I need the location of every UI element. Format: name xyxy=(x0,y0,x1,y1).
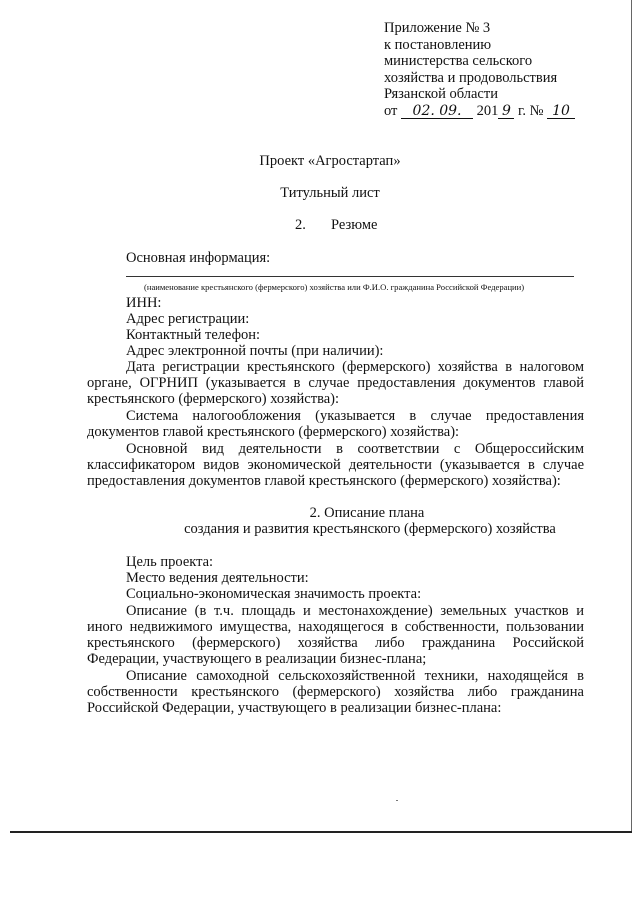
scan-speck xyxy=(396,800,398,801)
name-caption: (наименование крестьянского (фермерского) хозяйства или Ф.И.О. гражданина Российской Федерации) xyxy=(144,282,525,292)
appendix-block xyxy=(384,20,575,120)
appendix-line: хозяйства и продовольствия xyxy=(384,69,558,86)
significance-label: Социально-экономическая значимость проекта: xyxy=(126,586,422,602)
activity-line: предоставления документов главой крестьянского (фермерского) хозяйства): xyxy=(87,473,561,489)
scan-edge-vertical xyxy=(631,0,632,833)
plan-subtitle: создания и развития крестьянского (фермерского) хозяйства xyxy=(184,521,556,537)
land-line: иного недвижимого имущества, находящегося в собственности, пользовании xyxy=(87,619,584,635)
phone-label: Контактный телефон: xyxy=(126,327,261,343)
section-number: 2. xyxy=(295,217,306,233)
name-underline xyxy=(126,276,574,277)
appendix-date-line xyxy=(384,103,575,120)
appendix-line: министерства сельского xyxy=(384,53,533,70)
tech-line: Описание самоходной сельскохозяйственной техники, находящейся в xyxy=(126,668,584,684)
title-page-heading: Титульный лист xyxy=(280,185,380,201)
goal-label: Цель проекта: xyxy=(126,554,214,570)
tax-line: документов главой крестьянского (фермерского) хозяйства): xyxy=(87,424,460,440)
date-prefix: от xyxy=(384,102,398,119)
reg-date-line: крестьянского (фермерского) хозяйства): xyxy=(87,391,340,407)
reg-date-line: Дата регистрации крестьянского (фермерского) хозяйства в налоговом xyxy=(126,359,584,375)
appendix-line: Рязанской области xyxy=(384,86,498,103)
place-label: Место ведения деятельности: xyxy=(126,570,309,586)
land-line: крестьянского (фермерского) хозяйства либо гражданина Российской xyxy=(87,635,584,651)
handwritten-year: 9 xyxy=(498,105,514,119)
reg-date-line: органе, ОГРНИП (указывается в случае предоставления документов главой xyxy=(87,375,584,391)
project-title: Проект «Агростартап» xyxy=(259,153,401,169)
year-prefix: 201 xyxy=(476,102,499,119)
activity-line: классификатором видов экономической деятельности (указывается в случае xyxy=(87,457,584,473)
land-line: Федерации, участвующего в реализации бизнес-плана; xyxy=(87,651,427,667)
scan-edge-horizontal xyxy=(10,831,632,833)
tech-line: собственности крестьянского (фермерского) хозяйства либо гражданина xyxy=(87,684,584,700)
year-suffix: г. xyxy=(518,102,526,119)
section-title: Резюме xyxy=(331,217,378,233)
appendix-line: к постановлению xyxy=(384,36,492,53)
activity-line: Основной вид деятельности в соответствии с Общероссийским xyxy=(126,441,584,457)
handwritten-number: 10 xyxy=(547,105,575,119)
inn-label: ИНН: xyxy=(126,295,162,311)
land-line: Описание (в т.ч. площадь и местонахождение) земельных участков и xyxy=(126,603,584,619)
email-label: Адрес электронной почты (при наличии): xyxy=(126,343,384,359)
basic-info-label: Основная информация: xyxy=(126,250,271,266)
tech-line: Российской Федерации, участвующего в реализации бизнес-плана: xyxy=(87,700,502,716)
address-label: Адрес регистрации: xyxy=(126,311,250,327)
handwritten-date: 02. 09. xyxy=(401,105,473,119)
appendix-line: Приложение № 3 xyxy=(384,20,491,36)
tax-line: Система налогообложения (указывается в случае предоставления xyxy=(126,408,584,424)
number-prefix: № xyxy=(529,102,544,119)
plan-title: 2. Описание плана xyxy=(309,505,425,521)
